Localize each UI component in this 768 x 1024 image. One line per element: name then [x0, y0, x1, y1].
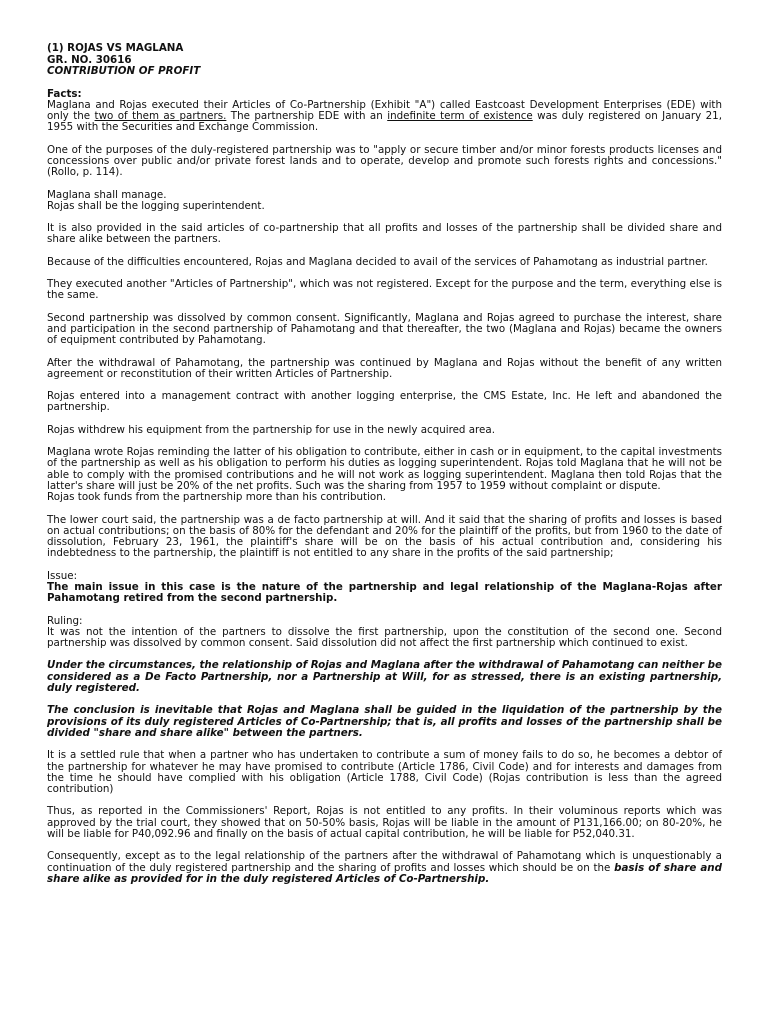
facts-paragraph-8: After the withdrawal of Pahamotang, the partnership was continued by Maglana and Rojas without the benefit of any written agreement or reconstitution of their written Articles of Partnership. [47, 356, 722, 380]
case-subject: CONTRIBUTION OF PROFIT [47, 65, 201, 77]
facts-heading: Facts: [47, 87, 82, 100]
share-alike-emphasis: basis of share and share alike as provided for in the duly registered Articles of Co-Partnership. [47, 861, 722, 885]
facts-paragraph-2: One of the purposes of the duly-registered partnership was to "apply or secure timber and/or minor forests products licenses and concessions over public and/or private forest lands and to operate, develop and promote such forests rights and concessions." (Rollo, p. 114). [47, 143, 722, 179]
facts-paragraph-5: Because of the difficulties encountered, Rojas and Maglana decided to avail of the services of Pahamotang as industrial partner. [47, 255, 708, 268]
facts-paragraph-7: Second partnership was dissolved by common consent. Significantly, Maglana and Rojas agreed to purchase the interest, share and participation in the second partnership of Pahamotang and that thereafter, the two (Maglana and Rojas) became the owners of equipment contributed by Pahamotang. [47, 311, 722, 347]
facts-paragraph-3a: Maglana shall manage. [47, 188, 167, 201]
facts-paragraph-10: Rojas withdrew his equipment from the partnership for use in the newly acquired area. [47, 423, 495, 436]
case-title: (1) ROJAS VS MAGLANA [47, 42, 184, 54]
gr-number: GR. NO. 30616 [47, 53, 132, 66]
underlined-indefinite-term: indefinite term of existence [387, 110, 533, 123]
ruling-paragraph-5: Thus, as reported in the Commissioners' Report, Rojas is not entitled to any profits. In their voluminous reports which was approved by the trial court, they showed that on 50-50% basis, Rojas will be liable in the amount of P131,166.00; on 80-20%, he will be liable for P40,092.96 and finally on the basis of actual capital contribution, he will be liable for P52,040.31. [47, 805, 722, 841]
ruling-paragraph-6: Consequently, except as to the legal relationship of the partners after the withdrawal of Pahamotang which is unquestionably a continuation of the duly registered partnership and the sharing of profits and losses which should be on the basis of share and share alike as provided for in the duly registered Articles of Co-Partnership. [47, 850, 722, 885]
issue-text: The main issue in this case is the nature of the partnership and legal relationship of the Maglana-Rojas after Pahamotang retired from the second partnership. [47, 581, 722, 605]
facts-paragraph-3b: Rojas shall be the logging superintendent. [47, 199, 265, 212]
ruling-paragraph-4: It is a settled rule that when a partner who has undertaken to contribute a sum of money fails to do so, he becomes a debtor of the partnership for whatever he may have promised to contribute (Article 1786, Civil Code) and for interests and damages from the time he should have complied with his obligation (Article 1788, Civil Code) (Rojas contribution is less than the agreed contribution) [47, 749, 722, 796]
issue-heading: Issue: [47, 569, 78, 582]
ruling-paragraph-3: The conclusion is inevitable that Rojas and Maglana shall be guided in the liquidation of the partnership by the provisions of its duly registered Articles of Co-Partnership; that is, all profits and losses of the partnership shall be divided "share and share alike" between the partners. [47, 704, 722, 739]
facts-paragraph-11: Maglana wrote Rojas reminding the latter of his obligation to contribute, either in cash or in equipment, to the capital investments of the partnership as well as his obligation to perform his duties as logging superintendent. Rojas told Maglana that he will not be able to comply with the promised contributions and he will not work as logging superintendent. Maglana then told Rojas that the latter's share will just be 20% of the net profits. Such was the sharing from 1957 to 1959 without complaint or dispute. [47, 446, 722, 492]
facts-paragraph-4: It is also provided in the said articles of co-partnership that all profits and losses of the partnership shall be divided share and share alike between the partners. [47, 222, 722, 246]
ruling-heading: Ruling: [47, 614, 83, 627]
facts-paragraph-6: They executed another "Articles of Partnership", which was not registered. Except for the purpose and the term, everything else is the same. [47, 278, 722, 302]
ruling-paragraph-1: It was not the intention of the partners to dissolve the first partnership, upon the constitution of the second one. Second partnership was dissolved by common consent. Said dissolution did not affect the first partnership which continued to exist. [47, 625, 722, 650]
facts-paragraph-11b: Rojas took funds from the partnership more than his contribution. [47, 491, 387, 504]
facts-paragraph-9: Rojas entered into a management contract with another logging enterprise, the CMS Estate, Inc. He left and abandoned the partnership. [47, 390, 722, 414]
facts-paragraph-12: The lower court said, the partnership was a de facto partnership at will. And it said that the sharing of profits and losses is based on actual contributions; on the basis of 80% for the defendant and 20% for the plaintiff of the profits, but from 1960 to the date of dissolution, February 23, 1961, the plaintiff's share will be on the basis of his actual contribution and, considering his indebtedness to the partnership, the plaintiff is not entitled to any share in the profits of the said partnership; [47, 513, 722, 560]
facts-paragraph-1: Maglana and Rojas executed their Articles of Co-Partnership (Exhibit "A") called Eastcoast Development Enterprises (EDE) with only the two of them as partners. The partnership EDE with an indefinite term of existence was duly registered on January 21, 1955 with the Securities and Exchange Commission. [47, 98, 722, 134]
underlined-two-partners: two of them as partners. [94, 110, 227, 123]
ruling-paragraph-2: Under the circumstances, the relationship of Rojas and Maglana after the withdrawal of Pahamotang can neither be considered as a De Facto Partnership, nor a Partnership at Will, for as stressed, there is an existing partnership, duly registered. [47, 659, 722, 695]
document-body [47, 43, 722, 885]
